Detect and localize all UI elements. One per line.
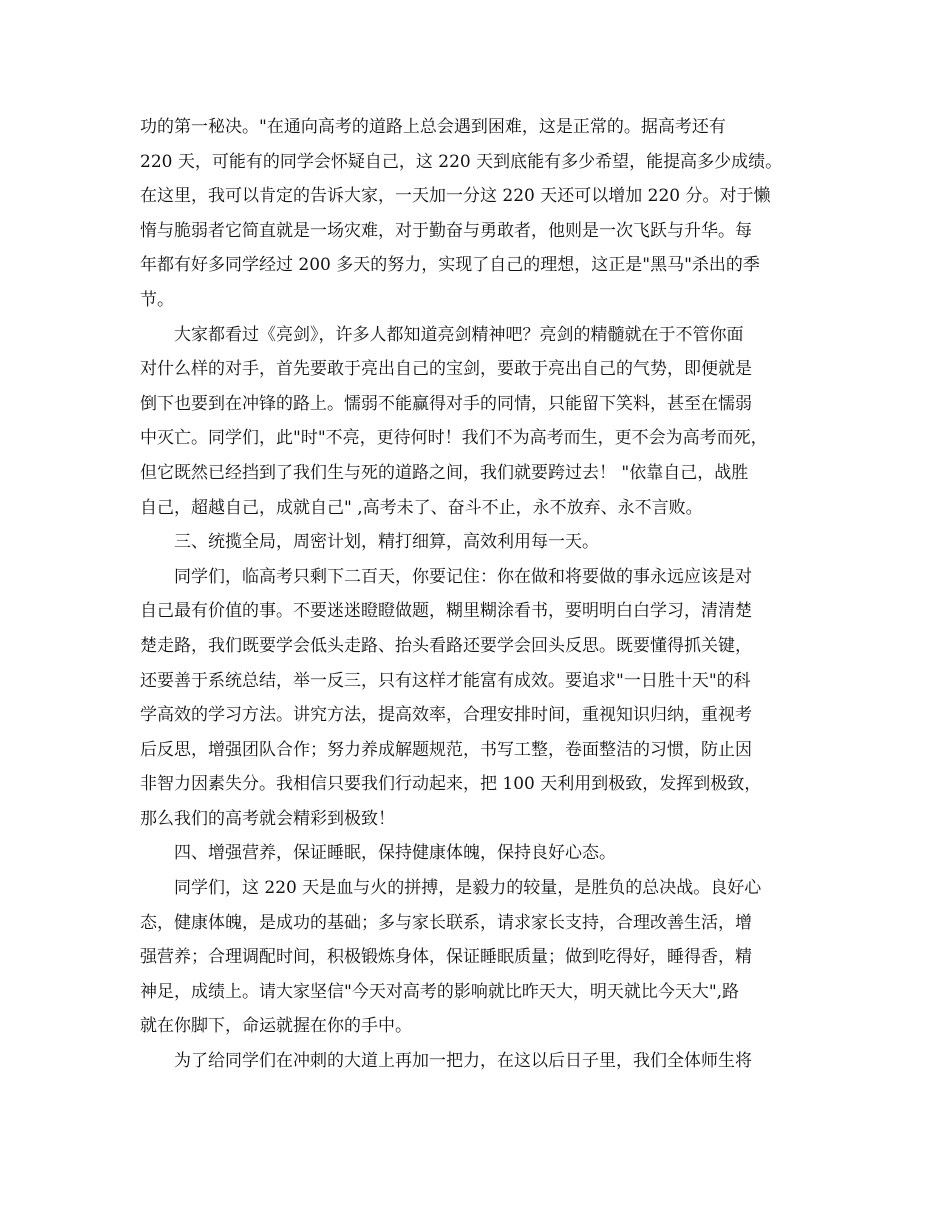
text-line: 为了给同学们在冲刺的大道上再加一把力，在这以后日子里，我们全体师生将	[140, 1051, 752, 1072]
text-line: 220 天，可能有的同学会怀疑自己，这 220 天到底能有多少希望，能提高多少成绩。	[140, 151, 783, 172]
text-line: 神足，成绩上。请大家坚信"今天对高考的影响就比昨天大，明天就比今天大",路	[140, 981, 740, 1002]
text-line: 学高效的学习方法。讲究方法，提高效率，合理安排时间，重视知识归纳，重视考	[140, 705, 752, 726]
text-line: 后反思，增强团队合作；努力养成解题规范，书写工整，卷面整洁的习惯，防止因	[140, 739, 752, 760]
text-line: 自己最有价值的事。不要迷迷瞪瞪做题，糊里糊涂看书，要明明白白学习，清清楚	[140, 601, 752, 622]
text-line: 对什么样的对手，首先要敢于亮出自己的宝剑，要敢于亮出自己的气势，即便就是	[140, 359, 752, 380]
text-line: 节。	[140, 289, 174, 310]
text-line: 非智力因素失分。我相信只要我们行动起来，把 100 天利用到极致，发挥到极致，	[140, 774, 762, 795]
text-line: 倒下也要到在冲锋的路上。懦弱不能赢得对手的同情，只能留下笑料，甚至在懦弱	[140, 393, 752, 414]
text-line: 那么我们的高考就会精彩到极致！	[140, 808, 395, 829]
document-body	[140, 110, 820, 1079]
text-line: 功的第一秘决。"在通向高考的道路上总会遇到困难，这是正常的。据高考还有	[140, 117, 726, 137]
section-heading: 四、增强营养，保证睡眠，保持健康体魄，保持良好心态。	[140, 843, 616, 864]
text-line: 大家都看过《亮剑》，许多人都知道亮剑精神吧？亮剑的精髓就在于不管你面	[140, 324, 744, 345]
text-line: 强营养；合理调配时间，积极锻炼身体，保证睡眠质量；做到吃得好，睡得香，精	[140, 947, 752, 968]
text-line: 态，健康体魄，是成功的基础；多与家长联系，请求家长支持，合理改善生活，增	[140, 912, 752, 933]
text-line: 楚走路，我们既要学会低头走路、抬头看路还要学会回头反思。既要懂得抓关键，	[140, 635, 752, 656]
text-line: 但它既然已经挡到了我们生与死的道路之间，我们就要跨过去！ "依靠自己，战胜	[140, 462, 749, 483]
text-line: 还要善于系统总结，举一反三，只有这样才能富有成效。要追求"一日胜十天"的科	[140, 670, 751, 691]
text-line: 中灭亡。同学们，此"时"不亮，更待何时！我们不为高考而生，更不会为高考而死，	[140, 428, 768, 449]
text-line: 同学们，临高考只剩下二百天，你要记住：你在做和将要做的事永远应该是对	[140, 566, 752, 587]
text-line: 就在你脚下，命运就握在你的手中。	[140, 1016, 412, 1037]
text-line: 在这里，我可以肯定的告诉大家，一天加一分这 220 天还可以增加 220 分。对于懒	[140, 186, 771, 207]
text-line: 自己，超越自己，成就自己" ,高考未了、奋斗不止，永不放弃、永不言败。	[140, 497, 703, 518]
section-heading: 三、统揽全局，周密计划，精打细算，高效利用每一天。	[140, 532, 599, 553]
text-line: 惰与脆弱者它简直就是一场灾难，对于勤奋与勇敢者，他则是一次飞跃与升华。每	[140, 220, 752, 241]
text-line: 同学们，这 220 天是血与火的拼搏，是毅力的较量，是胜负的总决战。良好心	[140, 878, 762, 899]
text-line: 年都有好多同学经过 200 多天的努力，实现了自己的理想，这正是"黑马"杀出的季	[140, 255, 760, 276]
